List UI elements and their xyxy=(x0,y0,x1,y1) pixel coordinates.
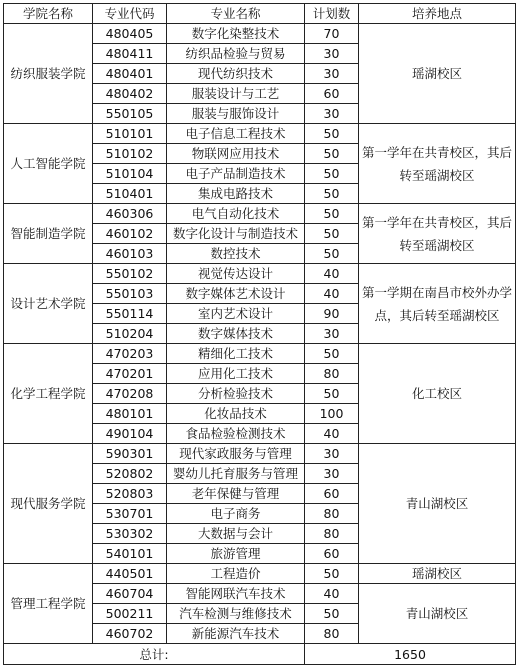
header-location: 培养地点 xyxy=(359,4,516,24)
code-cell: 530701 xyxy=(93,504,167,524)
code-cell: 510101 xyxy=(93,124,167,144)
major-name-cell: 分析检验技术 xyxy=(167,384,305,404)
code-cell: 550105 xyxy=(93,104,167,124)
code-cell: 590301 xyxy=(93,444,167,464)
header-row xyxy=(4,4,516,24)
plan-count-cell: 50 xyxy=(305,384,359,404)
major-name-cell: 数控技术 xyxy=(167,244,305,264)
code-cell: 510102 xyxy=(93,144,167,164)
code-cell: 470201 xyxy=(93,364,167,384)
major-name-cell: 数字媒体技术 xyxy=(167,324,305,344)
code-cell: 510104 xyxy=(93,164,167,184)
plan-count-cell: 50 xyxy=(305,604,359,624)
plan-count-cell: 60 xyxy=(305,484,359,504)
table-body xyxy=(4,24,516,644)
location-cell: 瑶湖校区 xyxy=(359,564,516,584)
table-row xyxy=(4,24,516,44)
plan-count-cell: 40 xyxy=(305,424,359,444)
code-cell: 480411 xyxy=(93,44,167,64)
college-cell: 智能制造学院 xyxy=(4,204,93,264)
plan-count-cell: 50 xyxy=(305,164,359,184)
major-name-cell: 老年保健与管理 xyxy=(167,484,305,504)
plan-count-cell: 50 xyxy=(305,184,359,204)
plan-count-cell: 50 xyxy=(305,564,359,584)
plan-count-cell: 40 xyxy=(305,584,359,604)
major-name-cell: 新能源汽车技术 xyxy=(167,624,305,644)
location-cell: 化工校区 xyxy=(359,344,516,444)
code-cell: 530302 xyxy=(93,524,167,544)
code-cell: 460704 xyxy=(93,584,167,604)
table-row xyxy=(4,264,516,284)
code-cell: 520803 xyxy=(93,484,167,504)
table-row xyxy=(4,344,516,364)
total-label: 总计: xyxy=(4,644,305,665)
plan-count-cell: 80 xyxy=(305,624,359,644)
major-name-cell: 集成电路技术 xyxy=(167,184,305,204)
total-row xyxy=(4,644,516,665)
major-name-cell: 数字媒体艺术设计 xyxy=(167,284,305,304)
code-cell: 510204 xyxy=(93,324,167,344)
plan-count-cell: 90 xyxy=(305,304,359,324)
plan-count-cell: 80 xyxy=(305,524,359,544)
college-cell: 设计艺术学院 xyxy=(4,264,93,344)
plan-count-cell: 40 xyxy=(305,264,359,284)
major-name-cell: 化妆品技术 xyxy=(167,404,305,424)
code-cell: 490104 xyxy=(93,424,167,444)
table-row xyxy=(4,204,516,224)
enrollment-plan-table xyxy=(3,3,516,665)
plan-count-cell: 60 xyxy=(305,544,359,564)
major-name-cell: 电气自动化技术 xyxy=(167,204,305,224)
location-cell: 青山湖校区 xyxy=(359,584,516,644)
major-name-cell: 汽车检测与维修技术 xyxy=(167,604,305,624)
code-cell: 460306 xyxy=(93,204,167,224)
plan-count-cell: 50 xyxy=(305,224,359,244)
plan-count-cell: 30 xyxy=(305,444,359,464)
plan-count-cell: 50 xyxy=(305,124,359,144)
college-cell: 纺织服装学院 xyxy=(4,24,93,124)
code-cell: 460103 xyxy=(93,244,167,264)
code-cell: 550103 xyxy=(93,284,167,304)
major-name-cell: 旅游管理 xyxy=(167,544,305,564)
plan-count-cell: 70 xyxy=(305,24,359,44)
code-cell: 480401 xyxy=(93,64,167,84)
table-row xyxy=(4,564,516,584)
plan-count-cell: 40 xyxy=(305,284,359,304)
code-cell: 460702 xyxy=(93,624,167,644)
major-name-cell: 数字化染整技术 xyxy=(167,24,305,44)
major-name-cell: 电子产品制造技术 xyxy=(167,164,305,184)
code-cell: 480101 xyxy=(93,404,167,424)
plan-count-cell: 80 xyxy=(305,504,359,524)
code-cell: 510401 xyxy=(93,184,167,204)
plan-count-cell: 80 xyxy=(305,364,359,384)
major-name-cell: 纺织品检验与贸易 xyxy=(167,44,305,64)
location-cell: 第一学期在南昌市校外办学点，其后转至瑶湖校区 xyxy=(359,264,516,344)
code-cell: 470203 xyxy=(93,344,167,364)
header-plan: 计划数 xyxy=(305,4,359,24)
major-name-cell: 电子信息工程技术 xyxy=(167,124,305,144)
table-row xyxy=(4,124,516,144)
code-cell: 440501 xyxy=(93,564,167,584)
major-name-cell: 电子商务 xyxy=(167,504,305,524)
major-name-cell: 精细化工技术 xyxy=(167,344,305,364)
code-cell: 520802 xyxy=(93,464,167,484)
total-value: 1650 xyxy=(305,644,516,665)
plan-count-cell: 30 xyxy=(305,44,359,64)
major-name-cell: 应用化工技术 xyxy=(167,364,305,384)
location-cell: 第一学年在共青校区，其后转至瑶湖校区 xyxy=(359,204,516,264)
major-name-cell: 服装设计与工艺 xyxy=(167,84,305,104)
major-name-cell: 食品检验检测技术 xyxy=(167,424,305,444)
college-cell: 现代服务学院 xyxy=(4,444,93,564)
code-cell: 460102 xyxy=(93,224,167,244)
plan-count-cell: 50 xyxy=(305,204,359,224)
major-name-cell: 现代家政服务与管理 xyxy=(167,444,305,464)
major-name-cell: 服装与服饰设计 xyxy=(167,104,305,124)
location-cell: 第一学年在共青校区，其后转至瑶湖校区 xyxy=(359,124,516,204)
header-major: 专业名称 xyxy=(167,4,305,24)
plan-count-cell: 30 xyxy=(305,64,359,84)
location-cell: 瑶湖校区 xyxy=(359,24,516,124)
major-name-cell: 婴幼儿托育服务与管理 xyxy=(167,464,305,484)
major-name-cell: 工程造价 xyxy=(167,564,305,584)
major-name-cell: 室内艺术设计 xyxy=(167,304,305,324)
table-row xyxy=(4,444,516,464)
plan-count-cell: 30 xyxy=(305,324,359,344)
major-name-cell: 数字化设计与制造技术 xyxy=(167,224,305,244)
code-cell: 500211 xyxy=(93,604,167,624)
code-cell: 470208 xyxy=(93,384,167,404)
location-cell: 青山湖校区 xyxy=(359,444,516,564)
plan-count-cell: 60 xyxy=(305,84,359,104)
major-name-cell: 大数据与会计 xyxy=(167,524,305,544)
major-name-cell: 现代纺织技术 xyxy=(167,64,305,84)
header-code: 专业代码 xyxy=(93,4,167,24)
code-cell: 550114 xyxy=(93,304,167,324)
major-name-cell: 物联网应用技术 xyxy=(167,144,305,164)
plan-count-cell: 50 xyxy=(305,344,359,364)
code-cell: 480402 xyxy=(93,84,167,104)
plan-count-cell: 30 xyxy=(305,464,359,484)
header-college: 学院名称 xyxy=(4,4,93,24)
plan-count-cell: 50 xyxy=(305,244,359,264)
major-name-cell: 视觉传达设计 xyxy=(167,264,305,284)
code-cell: 540101 xyxy=(93,544,167,564)
plan-count-cell: 50 xyxy=(305,144,359,164)
major-name-cell: 智能网联汽车技术 xyxy=(167,584,305,604)
college-cell: 人工智能学院 xyxy=(4,124,93,204)
plan-count-cell: 30 xyxy=(305,104,359,124)
code-cell: 480405 xyxy=(93,24,167,44)
code-cell: 550102 xyxy=(93,264,167,284)
plan-count-cell: 100 xyxy=(305,404,359,424)
college-cell: 管理工程学院 xyxy=(4,564,93,644)
college-cell: 化学工程学院 xyxy=(4,344,93,444)
